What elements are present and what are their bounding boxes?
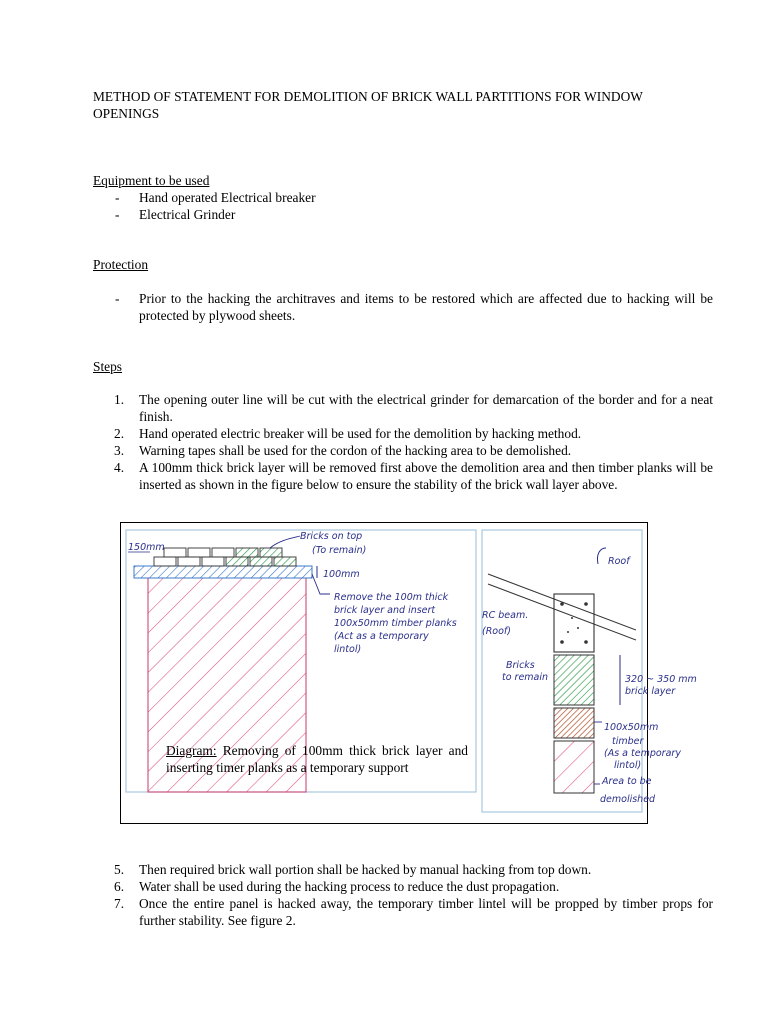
bricks-on-top-label: Bricks on top (300, 531, 363, 542)
dim-100-label: 100mm (323, 569, 360, 580)
timber-label: 100x50mm (604, 722, 659, 733)
dim-label: 320 ~ 350 mm (625, 674, 697, 685)
note-line: Remove the 100m thick (334, 592, 449, 603)
list-item: - Prior to the hacking the architraves and items to be restored which are affected due to hacking will be protected by plywood sheets. (93, 290, 713, 324)
timber-plank-layer (134, 566, 312, 578)
protection-section (93, 256, 713, 324)
rc-beam-roof-label: (Roof) (482, 626, 511, 637)
list-item: 4. A 100mm thick brick layer will be removed first above the demolition area and then timber planks will be inserted as shown in the figure below to ensure the stability of the brick wall layer above. (114, 460, 713, 492)
list-item: 2. Hand operated electric breaker will be used for the demolition by hacking method. (114, 426, 582, 441)
brick-layer-label: brick layer (625, 686, 676, 697)
rc-beam-label: RC beam. (482, 610, 529, 621)
diagram-caption (166, 742, 468, 776)
area-label: Area to be (602, 776, 652, 787)
list-item: 5. Then required brick wall portion shall be hacked by manual hacking from top down. (114, 862, 592, 877)
list-item: 1. The opening outer line will be cut with the electrical grinder for demarcation of the border and for a neat finish. (114, 392, 713, 424)
list-item: - Hand operated Electrical breaker (93, 189, 713, 206)
steps-list-part2 (93, 861, 713, 929)
roof-label: Roof (608, 556, 630, 567)
steps-list-part1 (93, 391, 713, 493)
note-line: lintol) (334, 644, 362, 655)
dim-150-label: 150mm (128, 542, 165, 553)
list-item: 7. Once the entire panel is hacked away, the temporary timber lintel will be propped by timber props for further stability. See figure 2. (114, 896, 713, 928)
equipment-list (93, 189, 713, 223)
timber-label: lintol) (614, 760, 642, 771)
demolish-area-section (554, 741, 594, 793)
document-title: METHOD OF STATEMENT FOR DEMOLITION OF BRICK WALL PARTITIONS FOR WINDOW OPENINGS (93, 89, 643, 121)
bricks-to-remain (554, 655, 594, 705)
note-line: brick layer and insert (334, 605, 436, 616)
list-item: - Electrical Grinder (93, 206, 713, 223)
protection-list (93, 290, 713, 324)
leader-line (270, 536, 300, 548)
to-remain-label: (To remain) (312, 545, 367, 556)
rc-beam-dots (560, 602, 588, 644)
bricks-label: Bricks (506, 660, 535, 671)
area-label: demolished (600, 794, 656, 805)
to-remain-label: to remain (502, 672, 549, 683)
note-line: 100x50mm timber planks (334, 618, 457, 629)
roof-line (488, 574, 636, 630)
timber-label: timber (612, 736, 644, 747)
rc-beam (554, 594, 594, 652)
list-item: 6. Water shall be used during the hacking process to reduce the dust propagation. (114, 879, 560, 894)
timber-label: (As a temporary (604, 748, 681, 759)
caption-text: Removing of 100mm thick brick layer and inserting timer planks as a temporary support (166, 743, 468, 775)
leader-line (597, 548, 606, 564)
equipment-heading: Equipment to be used (93, 173, 210, 188)
equipment-section (93, 172, 713, 223)
note-line: (Act as a temporary (334, 631, 429, 642)
timber-lintel (554, 708, 594, 738)
caption-label: Diagram: (166, 743, 217, 758)
protection-heading: Protection (93, 257, 149, 272)
bricks-on-top-group (154, 548, 296, 566)
diagram-drawing (120, 522, 697, 824)
list-item: 3. Warning tapes shall be used for the cordon of the hacking area to be demolished. (114, 443, 572, 458)
steps-heading: Steps (93, 359, 123, 374)
